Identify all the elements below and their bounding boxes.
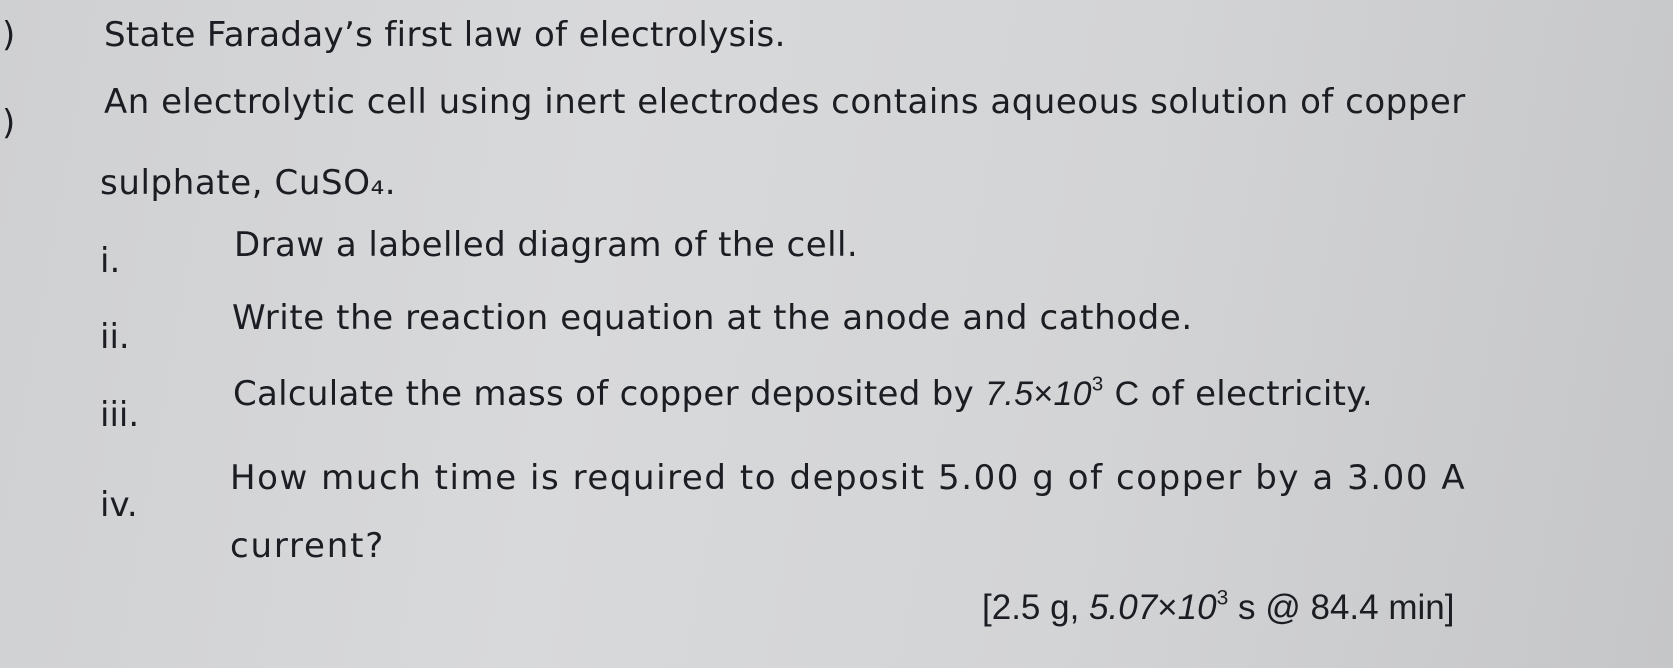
answer-key bbox=[982, 588, 1454, 628]
answer-time-mantissa: 5.07 bbox=[1089, 588, 1158, 627]
answer-time-unit: s bbox=[1237, 588, 1256, 627]
question-text-line-2: sulphate, CuSO₄. bbox=[100, 163, 397, 203]
part-number: iii. bbox=[100, 395, 140, 435]
answer-open-bracket: [ bbox=[982, 588, 992, 627]
answer-minutes: 84.4 min bbox=[1310, 588, 1445, 627]
part-number: ii. bbox=[100, 317, 130, 357]
answer-at-symbol: @ bbox=[1265, 588, 1301, 627]
part-text-line-1: How much time is required to deposit 5.00 g of copper by a 3.00 A bbox=[230, 458, 1467, 498]
charge-base: 10 bbox=[1053, 375, 1092, 413]
question-marker: ) bbox=[2, 15, 16, 55]
part-text-before: Calculate the mass of copper deposited by bbox=[233, 374, 975, 414]
question-text-line-1: An electrolytic cell using inert electrodes contains aqueous solution of copper bbox=[104, 82, 1466, 122]
charge-unit: C bbox=[1114, 375, 1140, 413]
question-marker: ) bbox=[2, 103, 16, 143]
answer-time-base: 10 bbox=[1177, 588, 1217, 627]
part-text bbox=[233, 374, 1373, 414]
part-text-line-2: current? bbox=[230, 526, 386, 566]
charge-exponent: 3 bbox=[1091, 373, 1104, 396]
question-text: State Faraday’s first law of electrolysis. bbox=[104, 15, 786, 55]
part-number: iv. bbox=[100, 485, 138, 525]
charge-mantissa: 7.5 bbox=[985, 375, 1034, 413]
times-symbol: × bbox=[1033, 375, 1054, 413]
answer-mass: 2.5 g, bbox=[991, 588, 1080, 627]
answer-time-exponent: 3 bbox=[1216, 586, 1229, 610]
part-text: Draw a labelled diagram of the cell. bbox=[234, 225, 859, 265]
part-text: Write the reaction equation at the anode and cathode. bbox=[232, 298, 1193, 338]
part-text-after: of electricity. bbox=[1150, 374, 1373, 414]
times-symbol: × bbox=[1157, 588, 1178, 627]
answer-close-bracket: ] bbox=[1444, 588, 1455, 627]
part-number: i. bbox=[100, 241, 121, 281]
